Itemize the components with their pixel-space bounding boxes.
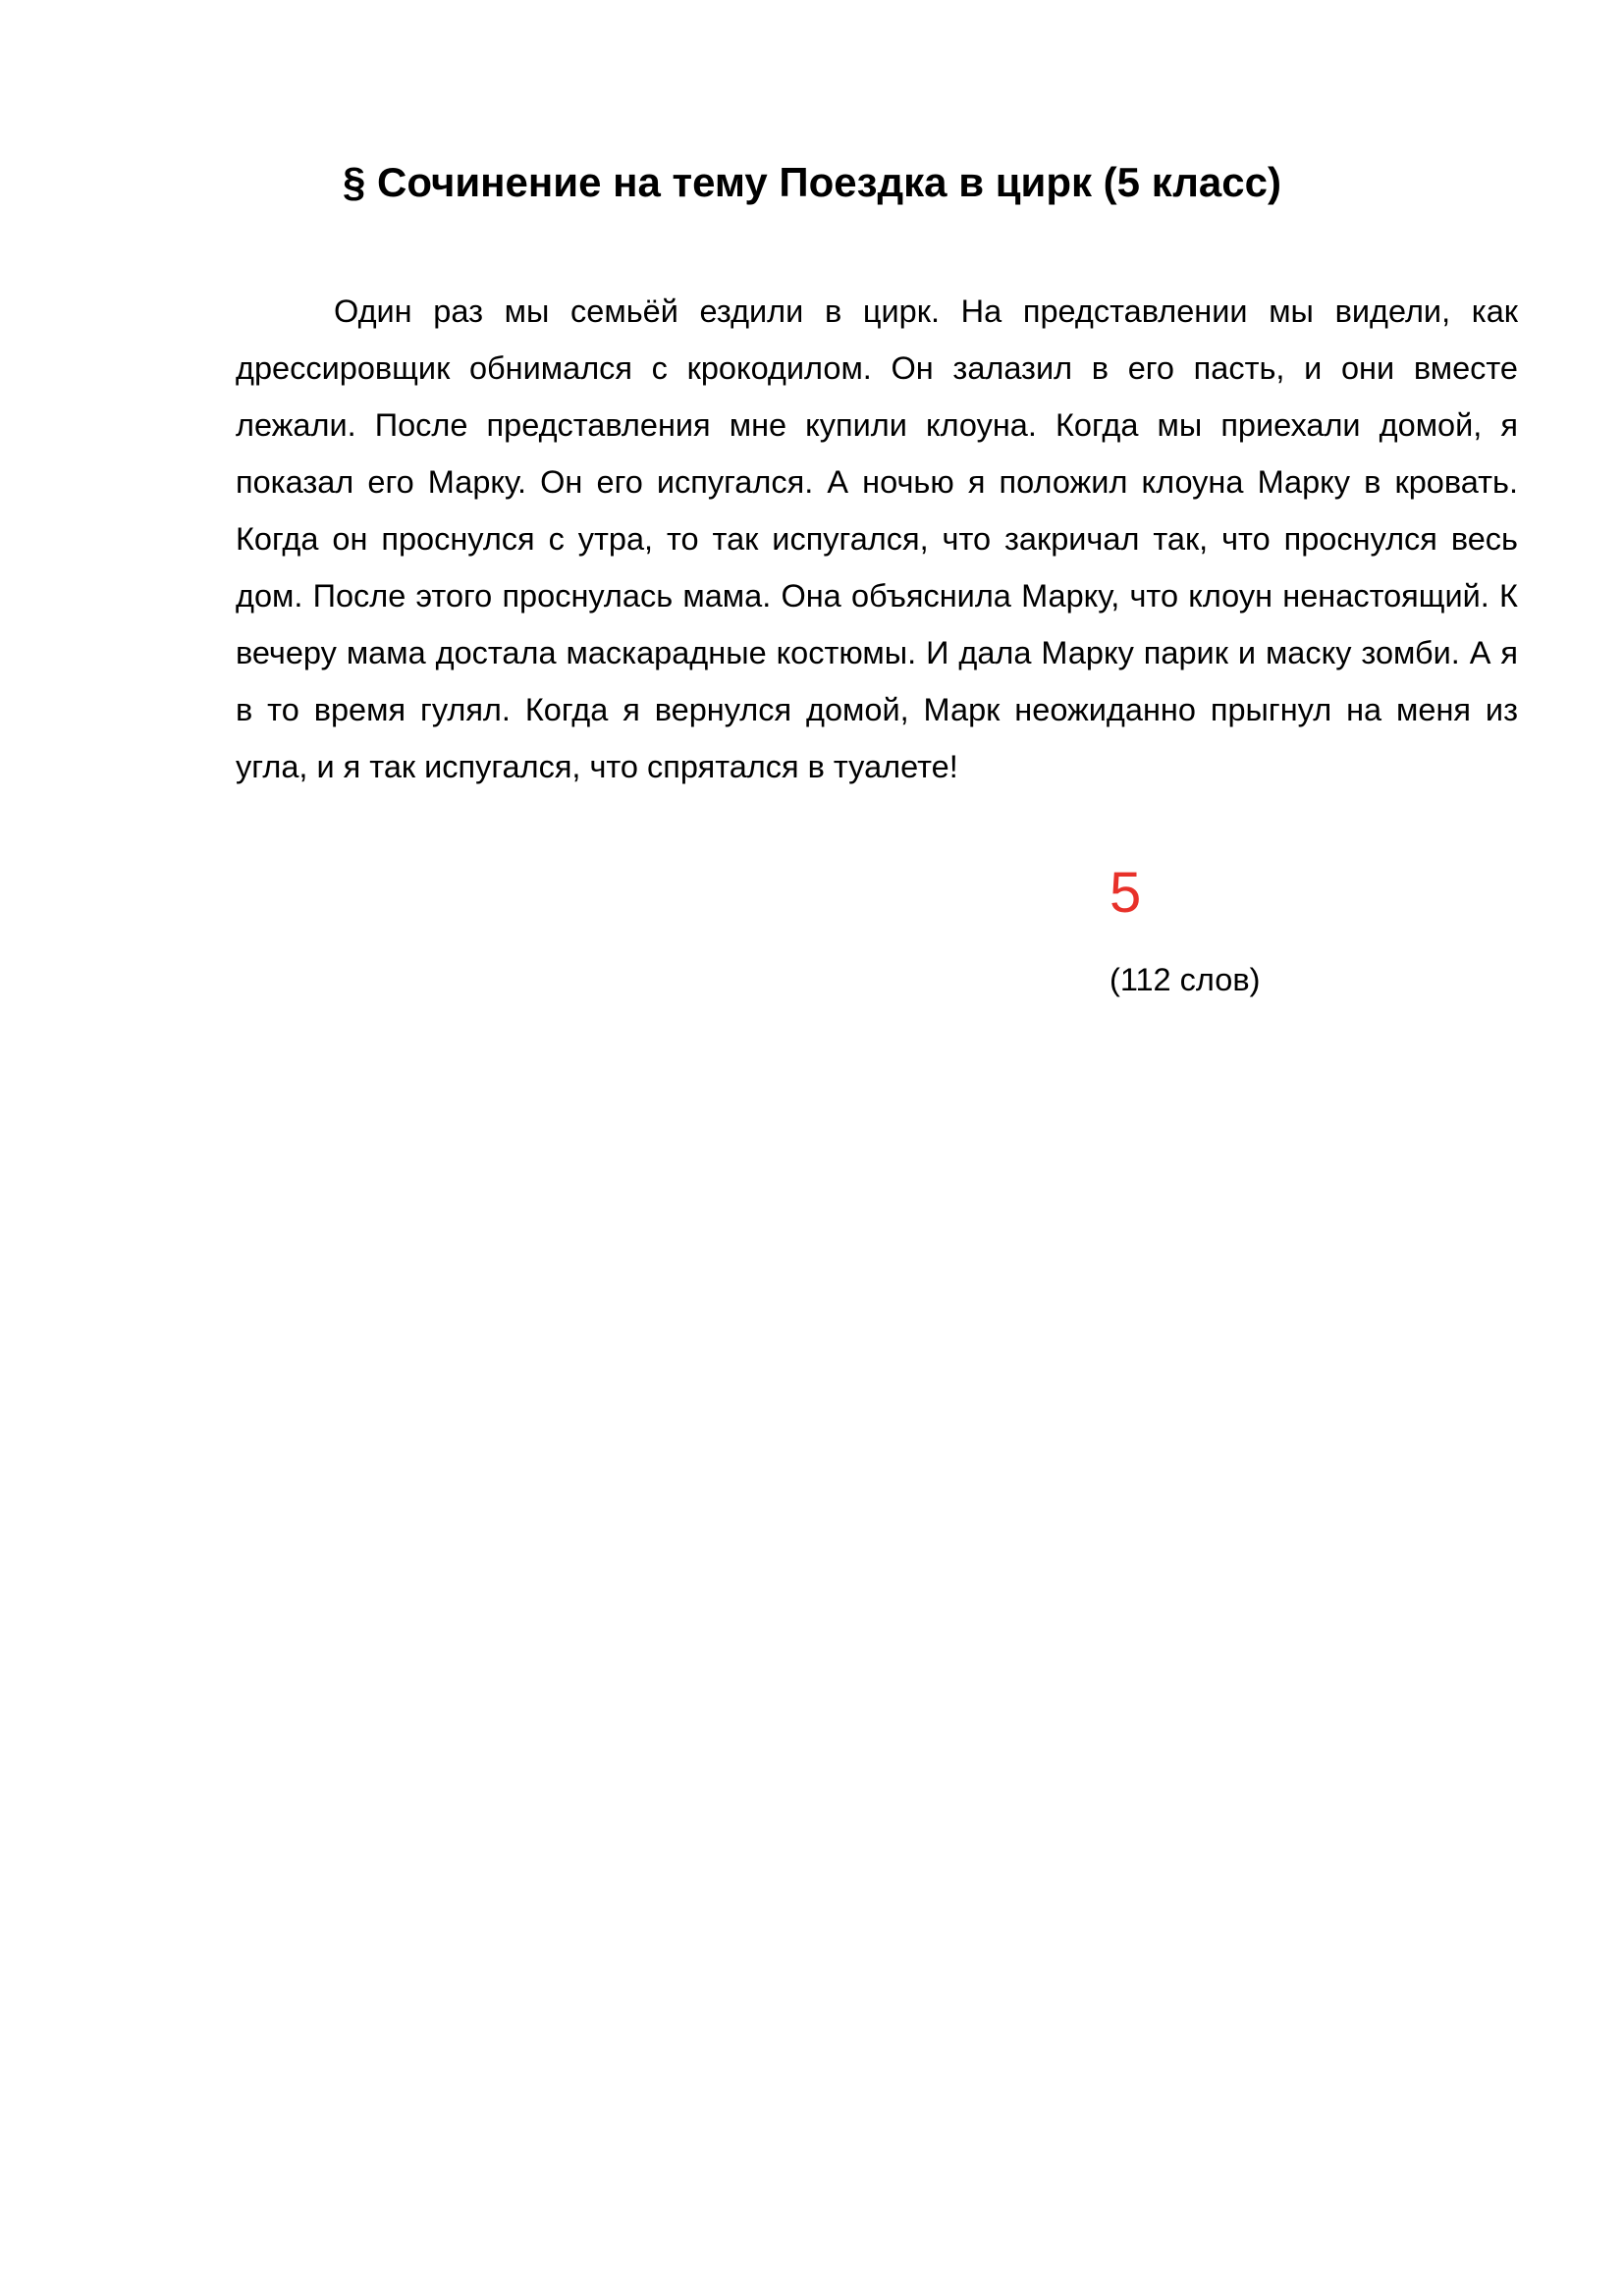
essay-body: Один раз мы семьёй ездили в цирк. На представлении мы видели, как дрессировщик обнимался с крокодилом. Он залазил в его пасть, и они вместе лежали. После представления мне купили клоуна. Когда мы приехали домой, я показал его Марку. Он его испугался. А ночью я положил клоуна Марку в кровать. Когда он проснулся с утра, то так испугался, что закричал так, что проснулся весь дом. После этого проснулась мама. Она объяснила Марку, что клоун ненастоящий. К вечеру мама достала маскарадные костюмы. И дала Марку парик и маску зомби. А я в то время гулял. Когда я вернулся домой, Марк неожиданно прыгнул на меня из угла, и я так испугался, что спрятался в туалете! [236, 294, 1518, 784]
essay-title: § Сочинение на тему Поездка в цирк (5 класс) [343, 159, 1281, 205]
word-count: (112 слов) [1110, 962, 1261, 997]
grade-mark: 5 [1110, 861, 1142, 925]
